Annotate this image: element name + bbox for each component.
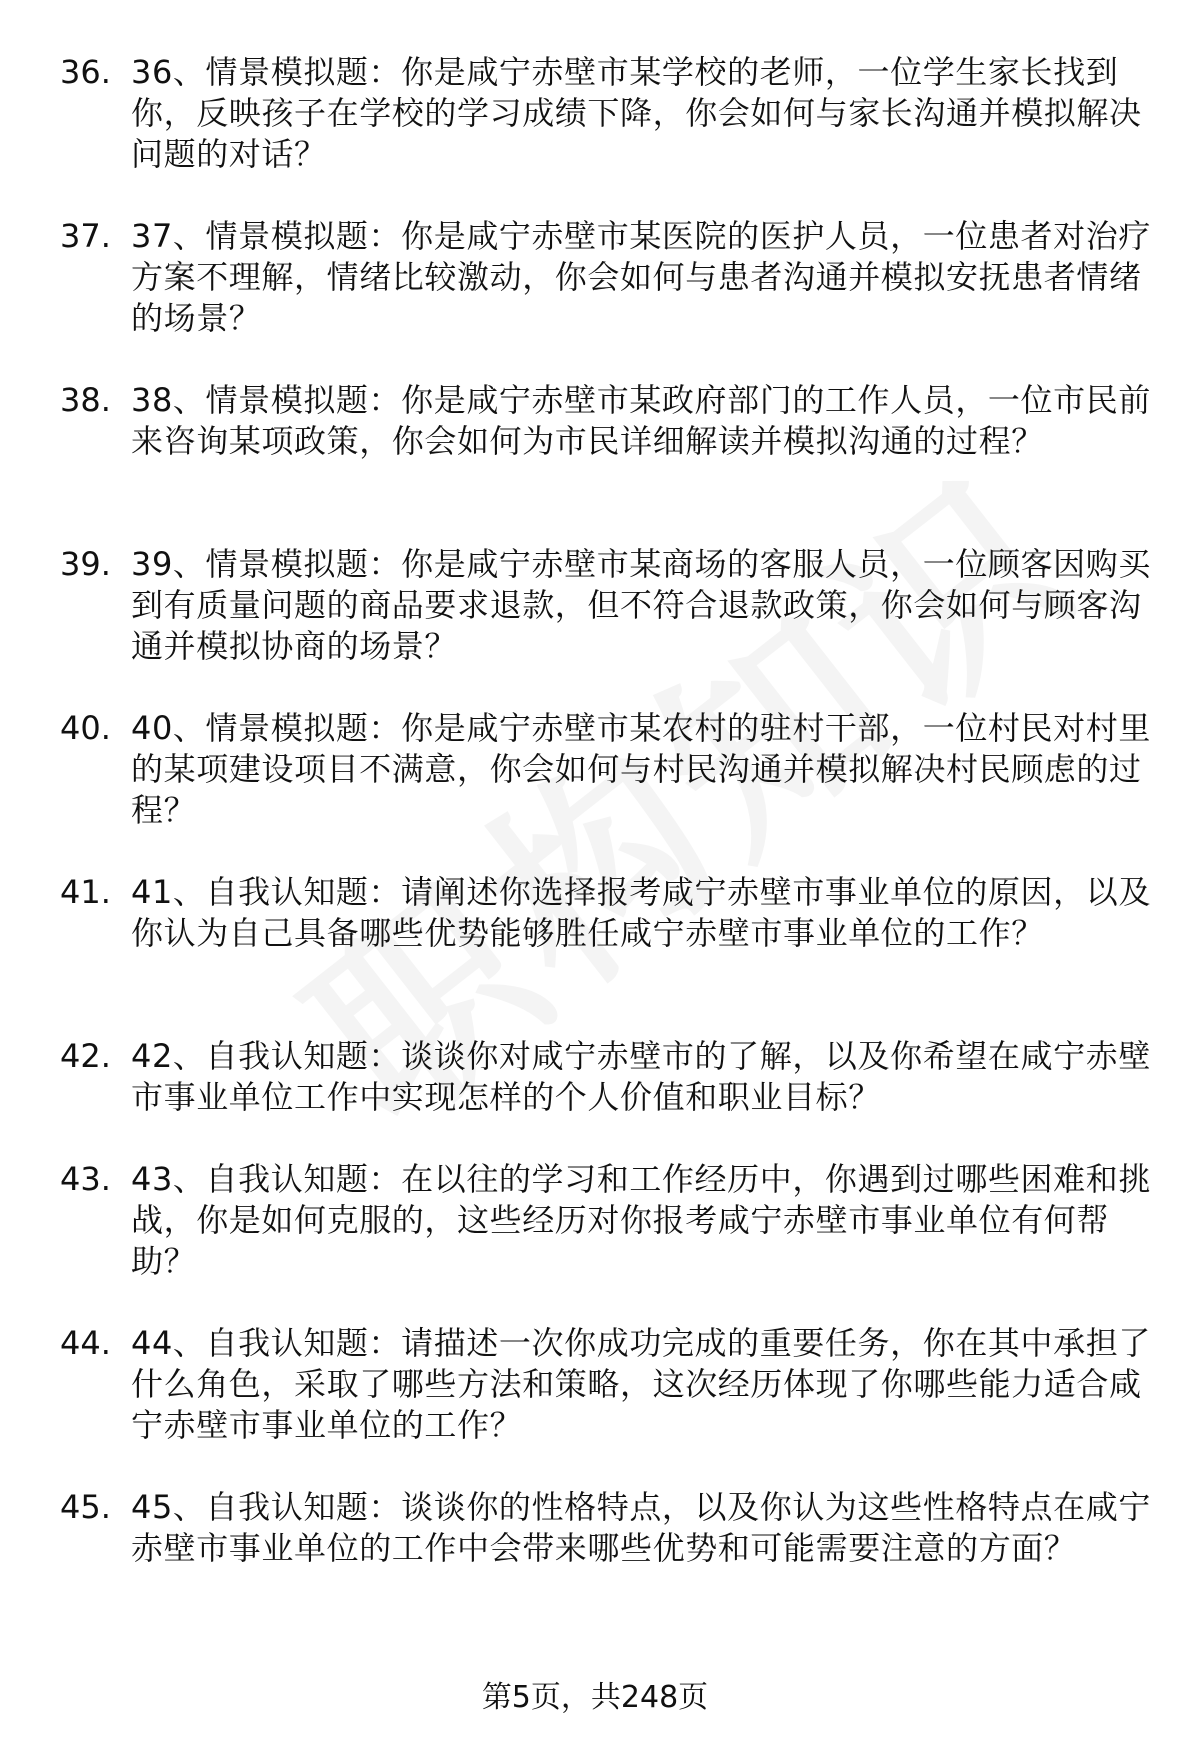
question-number: 38.: [60, 381, 111, 419]
question-item-40: [0, 708, 1190, 872]
question-item-41: [0, 872, 1190, 1036]
question-item-43: [0, 1159, 1190, 1323]
question-text: 41、自我认知题：请阐述你选择报考咸宁赤壁市事业单位的原因，以及你认为自己具备哪些优势能够胜任咸宁赤壁市事业单位的工作？: [131, 873, 1151, 952]
question-number: 37.: [60, 217, 111, 255]
question-item-45: [0, 1487, 1190, 1651]
question-item-42: [0, 1036, 1190, 1159]
question-number: 42.: [60, 1037, 111, 1075]
question-number: 44.: [60, 1324, 111, 1362]
question-text: 37、情景模拟题：你是咸宁赤壁市某医院的医护人员，一位患者对治疗方案不理解，情绪比较激动，你会如何与患者沟通并模拟安抚患者情绪的场景？: [131, 217, 1151, 337]
question-text: 43、自我认知题：在以往的学习和工作经历中，你遇到过哪些困难和挑战，你是如何克服的，这些经历对你报考咸宁赤壁市事业单位有何帮助？: [131, 1160, 1151, 1280]
question-item-44: [0, 1323, 1190, 1487]
question-item-37: [0, 216, 1190, 380]
page-number: 第5页，共248页: [481, 1680, 709, 1715]
question-number: 36.: [60, 53, 111, 91]
question-list: [0, 52, 1190, 1651]
question-item-39: [0, 544, 1190, 708]
question-item-38: [0, 380, 1190, 544]
question-text: 44、自我认知题：请描述一次你成功完成的重要任务，你在其中承担了什么角色，采取了哪些方法和策略，这次经历体现了你哪些能力适合咸宁赤壁市事业单位的工作？: [131, 1324, 1151, 1444]
question-number: 41.: [60, 873, 111, 911]
question-item-36: [0, 52, 1190, 216]
question-text: 45、自我认知题：谈谈你的性格特点，以及你认为这些性格特点在咸宁赤壁市事业单位的工作中会带来哪些优势和可能需要注意的方面？: [131, 1488, 1151, 1567]
question-text: 39、情景模拟题：你是咸宁赤壁市某商场的客服人员，一位顾客因购买到有质量问题的商品要求退款，但不符合退款政策，你会如何与顾客沟通并模拟协商的场景？: [131, 545, 1151, 665]
question-text: 38、情景模拟题：你是咸宁赤壁市某政府部门的工作人员，一位市民前来咨询某项政策，你会如何为市民详细解读并模拟沟通的过程？: [131, 381, 1151, 460]
question-text: 40、情景模拟题：你是咸宁赤壁市某农村的驻村干部，一位村民对村里的某项建设项目不满意，你会如何与村民沟通并模拟解决村民顾虑的过程？: [131, 709, 1151, 829]
question-number: 43.: [60, 1160, 111, 1198]
question-number: 40.: [60, 709, 111, 747]
question-number: 39.: [60, 545, 111, 583]
question-number: 45.: [60, 1488, 111, 1526]
question-text: 42、自我认知题：谈谈你对咸宁赤壁市的了解，以及你希望在咸宁赤壁市事业单位工作中实现怎样的个人价值和职业目标？: [131, 1037, 1151, 1116]
question-text: 36、情景模拟题：你是咸宁赤壁市某学校的老师，一位学生家长找到你，反映孩子在学校的学习成绩下降，你会如何与家长沟通并模拟解决问题的对话？: [131, 53, 1142, 173]
